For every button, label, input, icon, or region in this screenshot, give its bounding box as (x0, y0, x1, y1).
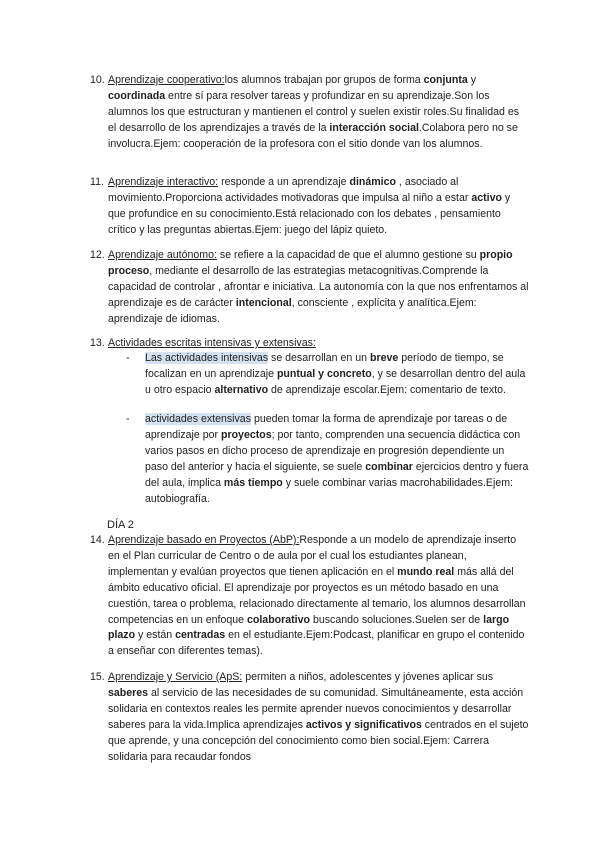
sub-item-extensivas (126, 412, 530, 507)
text-run: , mediante el desarrollo de las estrategias metacognitivas.Comprende la capacidad de controlar , afrontar e iniciativa. La autonomía con la que nos enfrentamos al aprendizaje es de carácter (108, 264, 529, 309)
text-run: y (467, 74, 477, 86)
text-run: pueden tomar la forma de aprendizaje por tareas o de aprendizaje por (145, 413, 508, 441)
text-run: Responde a un modelo de aprendizaje inserto en el Plan curricular de Centro o de aula por el cual los estudiantes planean, implementan y evalúan proyectos que tienen aplicación en el (108, 534, 517, 578)
sub-item-intensivas (126, 351, 530, 399)
dash-bullet: - (126, 352, 130, 364)
day-heading: DÍA 2 (107, 519, 134, 531)
text-run: permiten a niños, adolescentes y jóvenes aplicar sus (242, 671, 494, 683)
item-text (108, 670, 530, 765)
text-run: más allá del ámbito educativo oficial. El aprendizaje por proyectos es un método basado en una cuestión, tarea o problema, relacionado directamente al temario, los alumnos desarrollan competencias en un enfoque (108, 565, 526, 626)
text-run: en el estudiante.Ejem:Podcast, planificar en grupo el contenido a enseñar con diferentes temas). (108, 629, 525, 658)
item-number: 11. (90, 176, 104, 188)
text-run: se desarrollan en un (268, 352, 370, 364)
text-run: ; por tanto, comprenden una secuencia didáctica con varios pasos en dicho proceso de aprendizaje en progresión dependiente un paso del anterior y hacia el siguiente, se suele (145, 428, 521, 473)
bold-term: activo (471, 191, 502, 204)
bold-term: más tiempo (223, 476, 283, 489)
text-run: , asociado al movimiento.Proporciona actividades motivadoras que impulsa al niño a estar (108, 176, 472, 204)
item-number: 12. (90, 249, 105, 261)
bold-term: interacción social (329, 121, 419, 134)
item-number: 15. (90, 671, 105, 683)
item-text (108, 175, 530, 239)
text-run: y que profundice en su conocimiento.Está relacionado con los debates , pensamiento crítico y las preguntas abiertas.Ejem: juego del lápiz quieto. (108, 191, 511, 236)
item-number: 10. (90, 74, 105, 86)
bold-term: conjunta (423, 74, 468, 86)
bold-term: coordinada (108, 89, 166, 102)
bold-term: largo plazo (108, 613, 510, 642)
dash-bullet: - (126, 413, 130, 425)
item-number: 13. (90, 337, 105, 349)
text-run: los alumnos trabajan por grupos de forma (224, 74, 424, 86)
bold-term: colaborativo (247, 613, 310, 626)
bold-term: mundo real (397, 565, 455, 578)
bold-term: centradas (175, 629, 226, 642)
list-item-12 (90, 248, 530, 328)
bold-term: activos y significativos (305, 718, 422, 731)
list-item-15 (90, 670, 530, 765)
bold-term: proyectos (220, 428, 272, 441)
highlighted-term: actividades extensivas (145, 413, 251, 425)
bold-term: puntual y concreto (276, 367, 372, 380)
highlighted-term: Las actividades intensivas (145, 352, 269, 364)
text-run: entre sí para resolver tareas y profundizar en su aprendizaje.Son los alumnos los que estructuran y mantienen el control y suelen existir roles.Su finalidad es el desarrollo de los aprendizajes a través de la (108, 89, 520, 134)
bold-term: dinámico (349, 176, 396, 188)
item-text (108, 248, 530, 328)
list-item-13 (90, 336, 530, 352)
item-title: Aprendizaje interactivo: (108, 176, 219, 188)
text-run: período de tiempo, se focalizan en un aprendizaje (145, 352, 504, 380)
bold-term: saberes (108, 686, 149, 699)
text-run: , consciente , explícita y analítica.Ejem: aprendizaje de idiomas. (108, 296, 477, 325)
text-run: y suele combinar varias macrohabilidades.Ejem: autobiografía. (145, 476, 514, 505)
text-run: , y se desarrollan dentro del aula u otro espacio (145, 367, 526, 396)
list-item-14 (90, 533, 530, 660)
bold-term: breve (369, 352, 399, 364)
text-run: responde a un aprendizaje (218, 176, 350, 188)
item-title: Aprendizaje basado en Proyectos (AbP): (108, 534, 300, 546)
item-text (108, 533, 530, 660)
item-title: Aprendizaje autónomo: (108, 249, 217, 261)
item-text (108, 336, 530, 352)
text-run: al servicio de las necesidades de su comunidad. Simultáneamente, esta acción solidaria en contextos reales les permite aprender nuevos conocimientos y desarrollar saberes para la vida.Implica aprendizajes (108, 686, 524, 731)
item-title: Actividades escritas intensivas y extensivas: (108, 337, 316, 349)
text-run: centrados en el sujeto que aprende, y una concepción del conocimiento como bien social.Ejem: Carrera solidaria para recaudar fondos (108, 718, 529, 763)
sub-item-text (145, 351, 530, 399)
item-text (108, 73, 530, 153)
bold-term: propio proceso (108, 249, 513, 277)
bold-term: intencional (235, 296, 292, 309)
list-item-10 (90, 73, 530, 153)
list-item-11 (90, 175, 530, 239)
text-run: y están (135, 629, 176, 642)
text-run: de aprendizaje escolar.Ejem: comentario de texto. (268, 383, 506, 396)
sub-item-text (145, 412, 530, 507)
text-run: .Colabora pero no se involucra.Ejem: cooperación de la profesora con el sitio donde van los alumnos. (108, 121, 518, 150)
text-run: buscando soluciones.Suelen ser de (310, 613, 484, 626)
bold-term: combinar (365, 460, 413, 473)
text-run: ejercicios dentro y fuera del aula, implica (145, 460, 529, 489)
text-run: se refiere a la capacidad de que el alumno gestione su (216, 249, 480, 261)
item-title: Aprendizaje y Servicio (ApS: (108, 671, 243, 683)
item-number: 14. (90, 534, 105, 546)
bold-term: alternativo (214, 383, 269, 396)
item-title: Aprendizaje cooperativo: (108, 74, 225, 86)
